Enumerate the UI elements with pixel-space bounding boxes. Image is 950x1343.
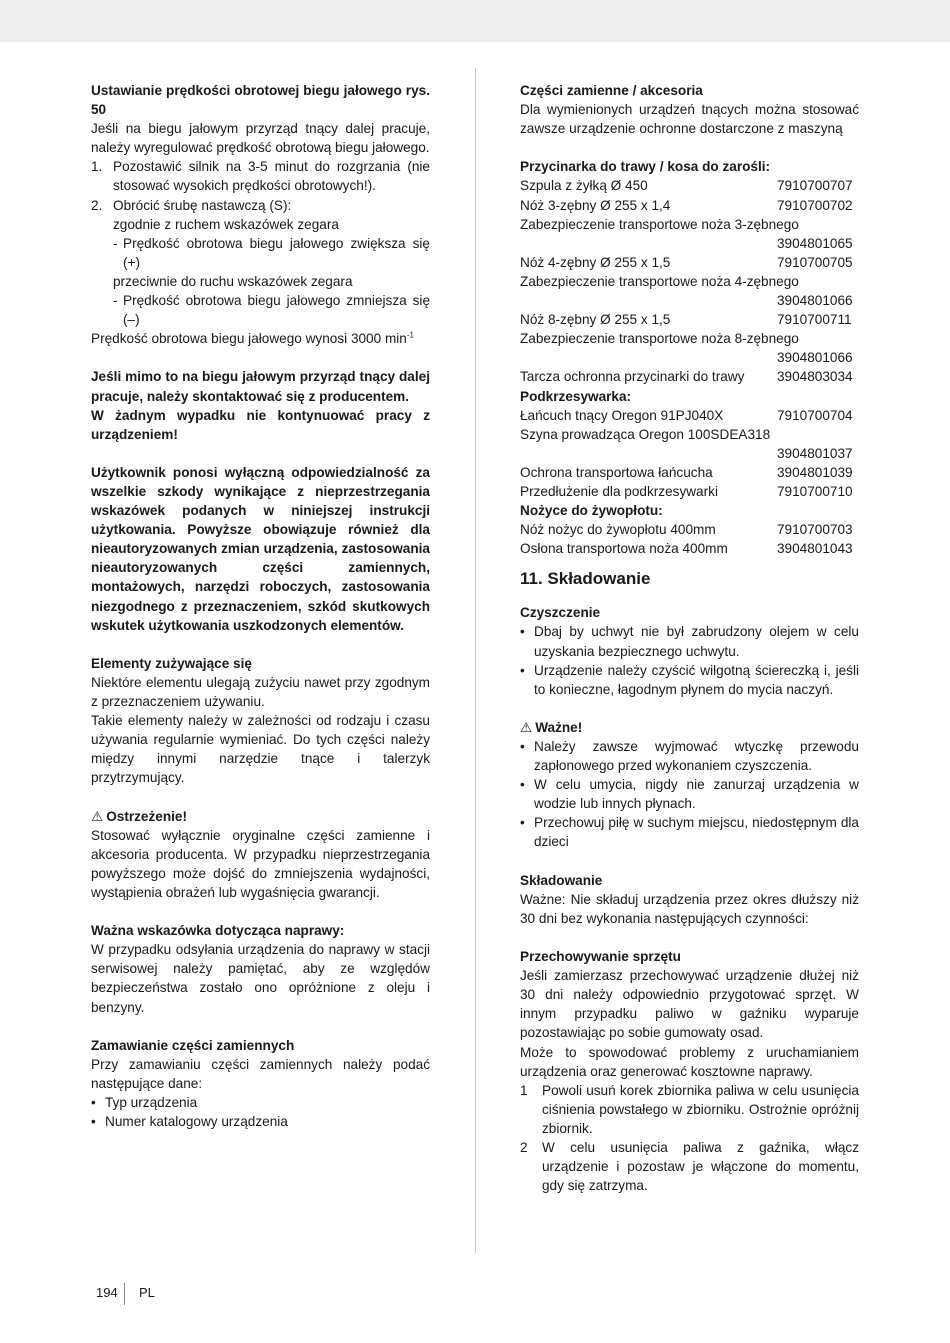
part-row: [520, 463, 859, 482]
step-number: 1.: [91, 159, 103, 175]
list-item: [520, 661, 859, 699]
part-name: Zabezpieczenie transportowe noża 4-zębnego: [520, 273, 799, 289]
warning-triangle-icon: ⚠: [91, 808, 104, 824]
clockwise-detail: [91, 234, 430, 272]
right-column: [520, 81, 859, 1195]
hedge-title: Nożyce do żywopłotu:: [520, 503, 663, 519]
keeping-title: Przechowywanie sprzętu: [520, 949, 681, 965]
storage-title: Składowanie: [520, 872, 603, 888]
list-item-text: Przechowuj piłę w suchym miejscu, niedostępnym dla dzieci: [534, 815, 859, 850]
keeping-step-1: [520, 1081, 859, 1138]
part-code: 3904801066: [777, 293, 853, 309]
list-item-text: Numer katalogowy urządzenia: [105, 1114, 288, 1130]
bullet-icon: •: [520, 662, 525, 678]
part-row: [520, 196, 859, 215]
warning-title: Ostrzeżenie!: [106, 808, 188, 824]
bullet-icon: •: [91, 1094, 96, 1110]
idle-speed-unit-exponent: -1: [406, 330, 414, 340]
liability-note: Użytkownik ponosi wyłączną odpowiedzialność za wszelkie szkody wynikające z nieprzestrzegania wskazówek podanych w niniejszej instrukcji użytkowania. Powyższe obowiązuje również dla nieautoryzowanych zmian urządzenia, zastosowania nieautoryzowanych części zamiennych, montażowych, narzędzi roboczych, zastosowania niezgodnego z przeznaczeniem, szkód skutkowych wskutek użytkowania uszkodzonych elementów.: [91, 464, 430, 633]
part-name: Szyna prowadząca Oregon 100SDEA318: [520, 426, 771, 442]
list-item: [91, 1093, 430, 1112]
keeping-text-2: Może to spowodować problemy z uruchamianiem urządzenia oraz generować kosztowne naprawy.: [520, 1044, 859, 1079]
part-name: Tarcza ochronna przycinarki do trawy: [520, 369, 745, 385]
part-code: 7910700702: [777, 197, 853, 213]
language-code: PL: [139, 1285, 155, 1300]
step-number: 2.: [91, 197, 103, 213]
page-number: 194: [96, 1285, 118, 1300]
warning-heading: [91, 807, 430, 826]
part-name: Nóż 4-zębny Ø 255 x 1,5: [520, 254, 671, 270]
wear-parts-text-1: Niektóre elementu ulegają zużyciu nawet przy zgodnym z przeznaczeniem używaniu.: [91, 674, 430, 709]
bullet-icon: •: [520, 624, 525, 640]
part-name: Nóż 3-zębny Ø 255 x 1,4: [520, 197, 671, 213]
list-item-text: Typ urządzenia: [105, 1094, 198, 1110]
dash: -: [113, 235, 118, 251]
warning-triangle-icon: ⚠: [520, 719, 533, 735]
step-text: W celu usunięcia paliwa z gaźnika, włącz urządzenie i pozostaw je włączone do momentu, gdy się zatrzyma.: [542, 1139, 859, 1194]
counterclockwise-label: przeciwnie do ruchu wskazówek zegara: [113, 273, 353, 289]
part-row: [520, 253, 859, 272]
part-name: Przedłużenie dla podkrzesywarki: [520, 483, 718, 499]
list-item: [520, 813, 859, 851]
part-code: 3904801065: [777, 235, 853, 251]
part-row: [520, 367, 859, 386]
detail-text: Prędkość obrotowa biegu jałowego zmniejsza się (–): [123, 293, 430, 328]
part-row: [520, 425, 859, 463]
pruner-title: Podkrzesywarka:: [520, 388, 632, 404]
step-number: 1: [520, 1082, 528, 1098]
repair-note-title: Ważna wskazówka dotycząca naprawy:: [91, 923, 345, 939]
part-name: Łańcuch tnący Oregon 91PJ040X: [520, 407, 724, 423]
part-code: 3904801039: [777, 464, 853, 480]
list-item-text: Należy zawsze wyjmować wtyczkę przewodu zapłonowego przed wykonaniem czyszczenia.: [534, 739, 859, 774]
bullet-icon: •: [520, 815, 525, 831]
part-name: Nóż 8-zębny Ø 255 x 1,5: [520, 312, 671, 328]
idle-speed-title: Ustawianie prędkości obrotowej biegu jałowego rys. 50: [91, 83, 430, 118]
footer-separator: [124, 1283, 125, 1305]
part-row: [520, 406, 859, 425]
list-item: [520, 622, 859, 660]
part-row: [520, 310, 859, 329]
list-item-text: Urządzenie należy czyścić wilgotną ściereczką i, jeśli to konieczne, łagodnym płynem do mycia naczyń.: [534, 662, 859, 697]
part-code: 3904801037: [777, 445, 853, 461]
storage-section-heading: 11. Składowanie: [520, 569, 651, 589]
part-name: Zabezpieczenie transportowe noża 8-zębnego: [520, 331, 799, 347]
column-divider: [475, 68, 476, 1253]
part-code: 3904801043: [777, 541, 853, 557]
order-parts-text: Przy zamawianiu części zamiennych należy podać następujące dane:: [91, 1056, 430, 1091]
part-row: [520, 329, 859, 367]
order-parts-title: Zamawianie części zamiennych: [91, 1037, 295, 1053]
list-item-text: Dbaj by uchwyt nie był zabrudzony olejem w celu uzyskania bezpiecznego uchwytu.: [534, 624, 859, 659]
part-code: 7910700704: [777, 407, 853, 423]
important-title: Ważne!: [535, 719, 583, 735]
repair-note-text: W przypadku odsyłania urządzenia do naprawy w stacji serwisowej należy pamiętać, aby ze względów bezpieczeństwa zostało ono opróżnione z oleju i benzyny.: [91, 942, 430, 1015]
keeping-step-2: [520, 1138, 859, 1195]
warning-text: Stosować wyłącznie oryginalne części zamienne i akcesoria producenta. W przypadku nieprzestrzegania powyższego może dojść do zmniejszenia wydajności, wystąpienia obrażeń lub wygaśnięcia gwarancji.: [91, 827, 430, 900]
part-code: 7910700703: [777, 522, 853, 538]
left-column: [91, 81, 430, 1131]
parts-intro: Dla wymienionych urządzeń tnących można stosować zawsze urządzenie ochronne dostarczone z maszyną: [520, 102, 859, 137]
step-number: 2: [520, 1139, 528, 1155]
list-item: [91, 1112, 430, 1131]
part-code: 7910700711: [777, 312, 852, 328]
step-text: Powoli usuń korek zbiornika paliwa w celu usunięcia ciśnienia powstałego w zbiorniku. Ostrożnie opróżnij zbiornik.: [542, 1082, 859, 1136]
step-text: Pozostawić silnik na 3-5 minut do rozgrzania (nie stosować wysokich prędkości obrotowych!).: [113, 159, 430, 194]
part-code: 7910700705: [777, 254, 853, 270]
part-code: 3904801066: [777, 350, 853, 366]
part-name: Zabezpieczenie transportowe noża 3-zębnego: [520, 216, 799, 232]
part-name: Nóż nożyc do żywopłotu 400mm: [520, 522, 716, 538]
clockwise-label: zgodnie z ruchem wskazówek zegara: [113, 216, 339, 232]
part-row: [520, 176, 859, 195]
keeping-text-1: Jeśli zamierzasz przechowywać urządzenie dłużej niż 30 dni należy odpowiednio przygotować sprzęt. W innym przypadku paliwo w gaźniku wyparuje pozostawiając po sobie gumowaty osad.: [520, 968, 859, 1041]
bullet-icon: •: [520, 777, 525, 793]
do-not-continue-note: W żadnym wypadku nie kontynuować pracy z urządzeniem!: [91, 407, 430, 442]
trimmer-title: Przycinarka do trawy / kosa do zarośli:: [520, 159, 771, 175]
idle-speed-text: Prędkość obrotowa biegu jałowego wynosi 3000 min: [91, 331, 407, 347]
important-heading: [520, 718, 859, 737]
bullet-icon: •: [91, 1114, 96, 1130]
top-bar: [0, 0, 950, 42]
storage-text: Ważne: Nie składuj urządzenia przez okres dłuższy niż 30 dni bez wykonania następujących czynności:: [520, 891, 859, 926]
list-item: [520, 775, 859, 813]
list-item-text: W celu umycia, nigdy nie zanurzaj urządzenia w wodzie lub innych płynach.: [534, 777, 859, 812]
idle-speed-value: [91, 329, 430, 348]
part-row: [520, 482, 859, 501]
part-name: Osłona transportowa noża 400mm: [520, 541, 728, 557]
bullet-icon: •: [520, 739, 525, 754]
part-row: [520, 520, 859, 539]
page-footer: [96, 1283, 155, 1302]
wear-parts-title: Elementy zużywające się: [91, 655, 252, 671]
step-text: Obrócić śrubę nastawczą (S):: [113, 197, 292, 213]
step-2: [91, 196, 430, 215]
part-row: [520, 272, 859, 310]
part-code: 3904803034: [777, 369, 853, 385]
parts-title: Części zamienne / akcesoria: [520, 83, 703, 98]
part-row: [520, 539, 859, 558]
wear-parts-text-2: Takie elementy należy w zależności od rodzaju i czasu używania regularnie wymieniać. Do tych części należy między innymi narzędzie tnące i talerzyk przytrzymujący.: [91, 713, 430, 786]
cleaning-title: Czyszczenie: [520, 605, 601, 621]
part-name: Szpula z żyłką Ø 450: [520, 178, 648, 194]
idle-speed-intro: Jeśli na biegu jałowym przyrząd tnący dalej pracuje, należy wyregulować prędkość obrotową biegu jałowego.: [91, 121, 430, 156]
step-1: [91, 157, 430, 195]
part-code: 7910700707: [777, 178, 853, 194]
contact-manufacturer-note: Jeśli mimo to na biegu jałowym przyrząd tnący dalej pracuje, należy skontaktować się z producentem.: [91, 369, 430, 404]
dash: -: [113, 293, 118, 309]
counterclockwise-detail: [91, 291, 430, 329]
detail-text: Prędkość obrotowa biegu jałowego zwiększa się (+): [123, 235, 430, 270]
part-row: [520, 215, 859, 253]
list-item: [520, 737, 859, 775]
part-name: Ochrona transportowa łańcucha: [520, 464, 713, 480]
part-code: 7910700710: [777, 483, 853, 499]
